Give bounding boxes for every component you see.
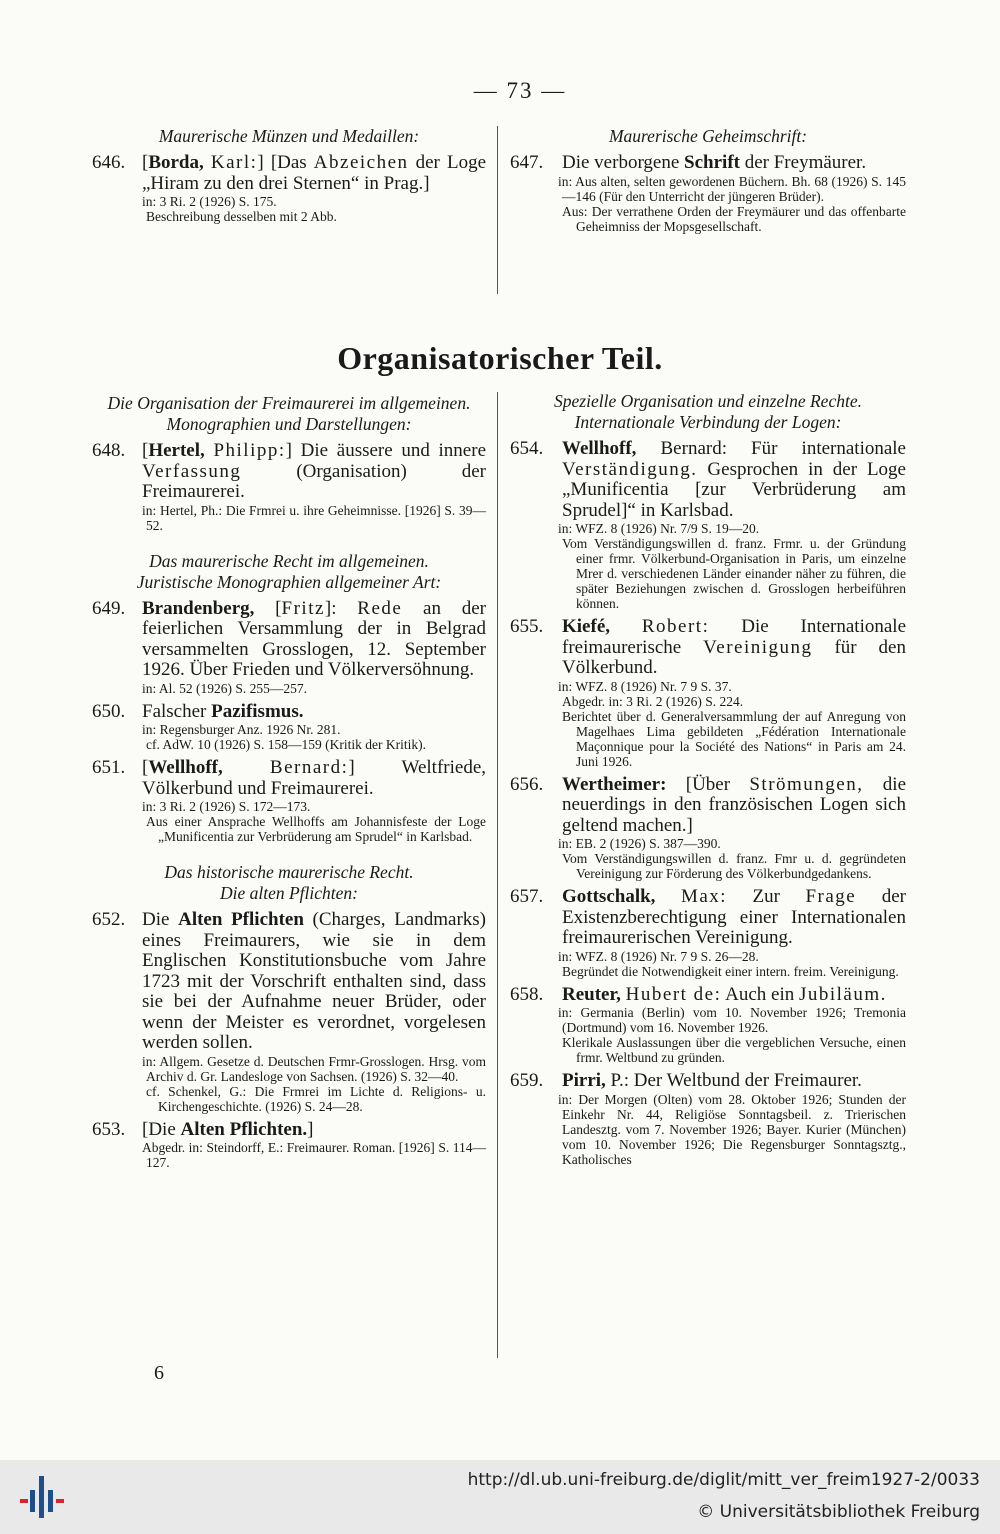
entry-title bbox=[510, 775, 906, 837]
left-column bbox=[92, 393, 486, 1170]
entry-title bbox=[92, 1120, 486, 1141]
bibliography-entry bbox=[510, 439, 906, 611]
entry-reference: in: EB. 2 (1926) S. 387—390. bbox=[558, 836, 721, 851]
entry-number: 649. bbox=[92, 597, 126, 619]
entry-reference: in: Al. 52 (1926) S. 255—257. bbox=[142, 680, 308, 696]
entry-reference: in: Germania (Berlin) vom 10. November 1926; Tremonia (Dortmund) vom 16. November 1926. bbox=[558, 1005, 906, 1035]
entry-reference: Vom Verständigungswillen d. franz. Frmr. u. der Gründung einer frmr. Völkerbund-Organisation in Paris, um einzelne Mrer d. verschiedenen Länder einander näher zu führen, die später Beziehungen zwischen d. Grosslogen herbeiführen können. bbox=[562, 536, 906, 611]
entry-number: 647. bbox=[510, 152, 544, 173]
entry-title-text: Kiefé, Robert: Die Internationale freimaurerische Vereinigung für den Völkerbund. bbox=[562, 616, 907, 678]
entry-number: 656. bbox=[510, 773, 544, 795]
entry-reference: in: WFZ. 8 (1926) Nr. 7 9 S. 37. bbox=[558, 678, 732, 694]
column-divider bbox=[497, 392, 498, 1358]
entry-number: 652. bbox=[92, 909, 126, 930]
main-heading: Organisatorischer Teil. bbox=[337, 340, 663, 376]
entry-number: 653. bbox=[92, 1118, 126, 1140]
entry-title bbox=[510, 439, 906, 521]
entry-number: 659. bbox=[510, 1070, 544, 1091]
bibliography-entry bbox=[92, 599, 486, 696]
entry-title-text: Die Alten Pflichten (Charges, Landmarks) eines Freimaurers, wie sie in dem Englischen Konstitutionsbuche vom Jahre 1723 mit der Vorschrift enthalten sind, dass sie bei der Aufnahme neuer Brüder, oder wenn der Meister es verordnet, vorgelesen werden sollen. bbox=[142, 909, 487, 1053]
entry-reference: Abgedr. in: 3 Ri. 2 (1926) S. 224. bbox=[562, 693, 744, 709]
entry-title-text: Falscher Pazifismus. bbox=[142, 700, 304, 722]
section-heading: Das maurerische Recht im allgemeinen. bbox=[149, 550, 429, 571]
entry-reference: Vom Verständigungswillen d. franz. Fmr u. d. gegründeten Vereinigung zur Förderung des Völkerbundgedankens. bbox=[562, 851, 906, 881]
spacer bbox=[92, 844, 486, 862]
entry-title bbox=[510, 153, 906, 174]
section-heading: Maurerische Geheimschrift: bbox=[608, 126, 808, 146]
bibliography-entry bbox=[92, 702, 486, 753]
entry-title-text: Pirri, P.: Der Weltbund der Freimaurer. bbox=[562, 1070, 862, 1091]
bibliography-entry bbox=[92, 758, 486, 844]
entry-number: 651. bbox=[92, 757, 126, 778]
section-heading: Monographien und Darstellungen: bbox=[166, 414, 412, 434]
entry-number: 655. bbox=[510, 616, 544, 637]
section-heading: Die alten Pflichten: bbox=[219, 883, 358, 903]
section-heading: Internationale Verbindung der Logen: bbox=[574, 412, 842, 432]
entry-title-text: Die verborgene Schrift der Freymäurer. bbox=[562, 152, 867, 173]
bibliography-entry bbox=[510, 153, 906, 234]
entry-title bbox=[92, 441, 486, 503]
bibliography-entry bbox=[92, 910, 486, 1114]
entry-title-text: Gottschalk, Max: Zur Frage der Existenzberechtigung einer Internationalen freimaurerischen Vereinigung. bbox=[562, 886, 907, 948]
spacer bbox=[92, 533, 486, 551]
right-column bbox=[510, 391, 906, 1167]
entry-title-text: Reuter, Hubert de: Auch ein Jubiläum. bbox=[562, 983, 887, 1005]
column-divider bbox=[497, 126, 498, 294]
top-left-block bbox=[92, 126, 486, 224]
bibliography-entry bbox=[92, 153, 486, 224]
entry-reference: Aus: Der verrathene Orden der Freymäurer und das offenbarte Geheimniss der Mopsgesellschaft. bbox=[562, 203, 906, 234]
section-heading: Das historische maurerische Recht. bbox=[164, 862, 414, 882]
entry-title-text: [Borda, Karl:] [Das Abzeichen der Loge „Hiram zu den drei Sternen“ in Prag.] bbox=[142, 152, 487, 194]
entry-title bbox=[92, 702, 486, 723]
bibliography-entry bbox=[510, 985, 906, 1066]
bibliography-entry bbox=[510, 887, 906, 979]
entry-title bbox=[92, 599, 486, 681]
page-number: — 73 — bbox=[473, 78, 567, 103]
entry-reference: Begründet die Notwendigkeit einer intern. freim. Vereinigung. bbox=[562, 963, 899, 979]
entry-title-text: Wellhoff, Bernard: Für internationale Verständigung. Gesprochen in der Loge „Munificentia [zur Verbrüderung am Sprudel]“ in Karlsbad. bbox=[562, 438, 906, 521]
entry-reference: in: Hertel, Ph.: Die Frmrei u. ihre Geheimnisse. [1926] S. 39—52. bbox=[142, 502, 486, 533]
section-heading: Die Organisation der Freimaurerei im allgemeinen. bbox=[107, 393, 471, 413]
entry-title-text: Wertheimer: [Über Strömungen, die neuerdings in den französischen Logen sich geltend machen.] bbox=[562, 773, 907, 836]
entry-title-text: Brandenberg, [Fritz]: Rede an der feierlichen Versammlung der in Belgrad versammelten Grosslogen, 12. September 1926. Über Frieden und Völkerversöhnung. bbox=[142, 597, 486, 680]
entry-number: 658. bbox=[510, 983, 544, 1005]
entry-reference: Berichtet über d. Generalversammlung der auf Anregung von Magelhaes Lima gebildeten „Fédération Internationale Maçonnique pour la Société des Nations“ in Paris am 24. Juni 1926. bbox=[562, 708, 906, 769]
entry-number: 648. bbox=[92, 440, 126, 461]
entry-reference: Beschreibung desselben mit 2 Abb. bbox=[146, 209, 337, 224]
entry-number: 646. bbox=[92, 152, 126, 173]
entry-number: 657. bbox=[510, 886, 544, 907]
ub-freiburg-logo-icon[interactable] bbox=[18, 1472, 68, 1522]
top-right-block bbox=[510, 126, 906, 234]
entry-title bbox=[92, 910, 486, 1054]
entry-title-text: [Wellhoff, Bernard:] Weltfriede, Völkerbund und Freimaurerei. bbox=[142, 757, 487, 799]
bibliography-entry bbox=[510, 617, 906, 769]
entry-title bbox=[510, 1071, 906, 1092]
entry-reference: in: Aus alten, selten gewordenen Büchern. Bh. 68 (1926) S. 145—146 (Für den Unterricht der jüngeren Brüder). bbox=[558, 173, 906, 204]
section-heading: Juristische Monographien allgemeiner Art: bbox=[136, 571, 442, 592]
entry-number: 650. bbox=[92, 700, 126, 722]
entry-title bbox=[510, 887, 906, 949]
bibliography-entry bbox=[510, 1071, 906, 1167]
entry-reference: Aus einer Ansprache Wellhoffs am Johannisfeste der Loge „Munificentia zur Verbrüderung am Sprudel“ in Karlsbad. bbox=[146, 814, 486, 844]
entry-title bbox=[510, 617, 906, 679]
copyright-text: © Universitätsbibliothek Freiburg bbox=[697, 1502, 980, 1522]
bibliography-entry bbox=[92, 1120, 486, 1171]
entry-reference: in: Regensburger Anz. 1926 Nr. 281. bbox=[142, 722, 341, 737]
bibliography-entry bbox=[92, 441, 486, 533]
bibliography-entry bbox=[510, 775, 906, 882]
entry-title bbox=[92, 758, 486, 799]
footer-bar bbox=[0, 1460, 1000, 1534]
entry-reference: in: 3 Ri. 2 (1926) S. 172—173. bbox=[142, 799, 311, 814]
entry-reference: cf. Schenkel, G.: Die Frmrei im Lichte d. Religions- u. Kirchengeschichte. (1926) S. 24—28. bbox=[146, 1083, 486, 1114]
section-heading: Spezielle Organisation und einzelne Rechte. bbox=[554, 391, 862, 411]
section-heading: Maurerische Münzen und Medaillen: bbox=[158, 126, 420, 146]
entry-title bbox=[92, 153, 486, 194]
signature-mark: 6 bbox=[154, 1362, 164, 1384]
entry-reference: in: 3 Ri. 2 (1926) S. 175. bbox=[142, 194, 277, 209]
entry-title bbox=[510, 985, 906, 1006]
source-url-link[interactable]: http://dl.ub.uni-freiburg.de/diglit/mitt_ver_freim1927-2/0033 bbox=[467, 1470, 980, 1490]
entry-reference: in: Der Morgen (Olten) vom 28. Oktober 1926; Stunden der Einkehr Nr. 44, Religiöse Sonntagsbeil. z. Trierischen Landesztg. vom 7. November 1926; Bayer. Kurier (München) vom 10. November 1926; Die Regensburger Sonntagsztg., Katholisches bbox=[558, 1091, 906, 1167]
entry-reference: in: Allgem. Gesetze d. Deutschen Frmr-Grosslogen. Hrsg. vom Archiv d. Gr. Landesloge von Sachsen. (1926) S. 32—40. bbox=[142, 1053, 486, 1084]
entry-number: 654. bbox=[510, 438, 544, 459]
entry-reference: in: WFZ. 8 (1926) Nr. 7 9 S. 26—28. bbox=[558, 948, 759, 964]
entry-title-text: [Die Alten Pflichten.] bbox=[142, 1118, 314, 1140]
entry-reference: cf. AdW. 10 (1926) S. 158—159 (Kritik der Kritik). bbox=[146, 737, 426, 752]
entry-reference: Klerikale Auslassungen über die vergeblichen Versuche, einen frmr. Weltbund zu gründen. bbox=[562, 1035, 906, 1065]
entry-reference: in: WFZ. 8 (1926) Nr. 7/9 S. 19—20. bbox=[558, 521, 760, 536]
entry-title-text: [Hertel, Philipp:] Die äussere und innere Verfassung (Organisation) der Freimaurerei. bbox=[142, 440, 487, 502]
entry-reference: Abgedr. in: Steindorff, E.: Freimaurer. Roman. [1926] S. 114—127. bbox=[142, 1140, 486, 1170]
